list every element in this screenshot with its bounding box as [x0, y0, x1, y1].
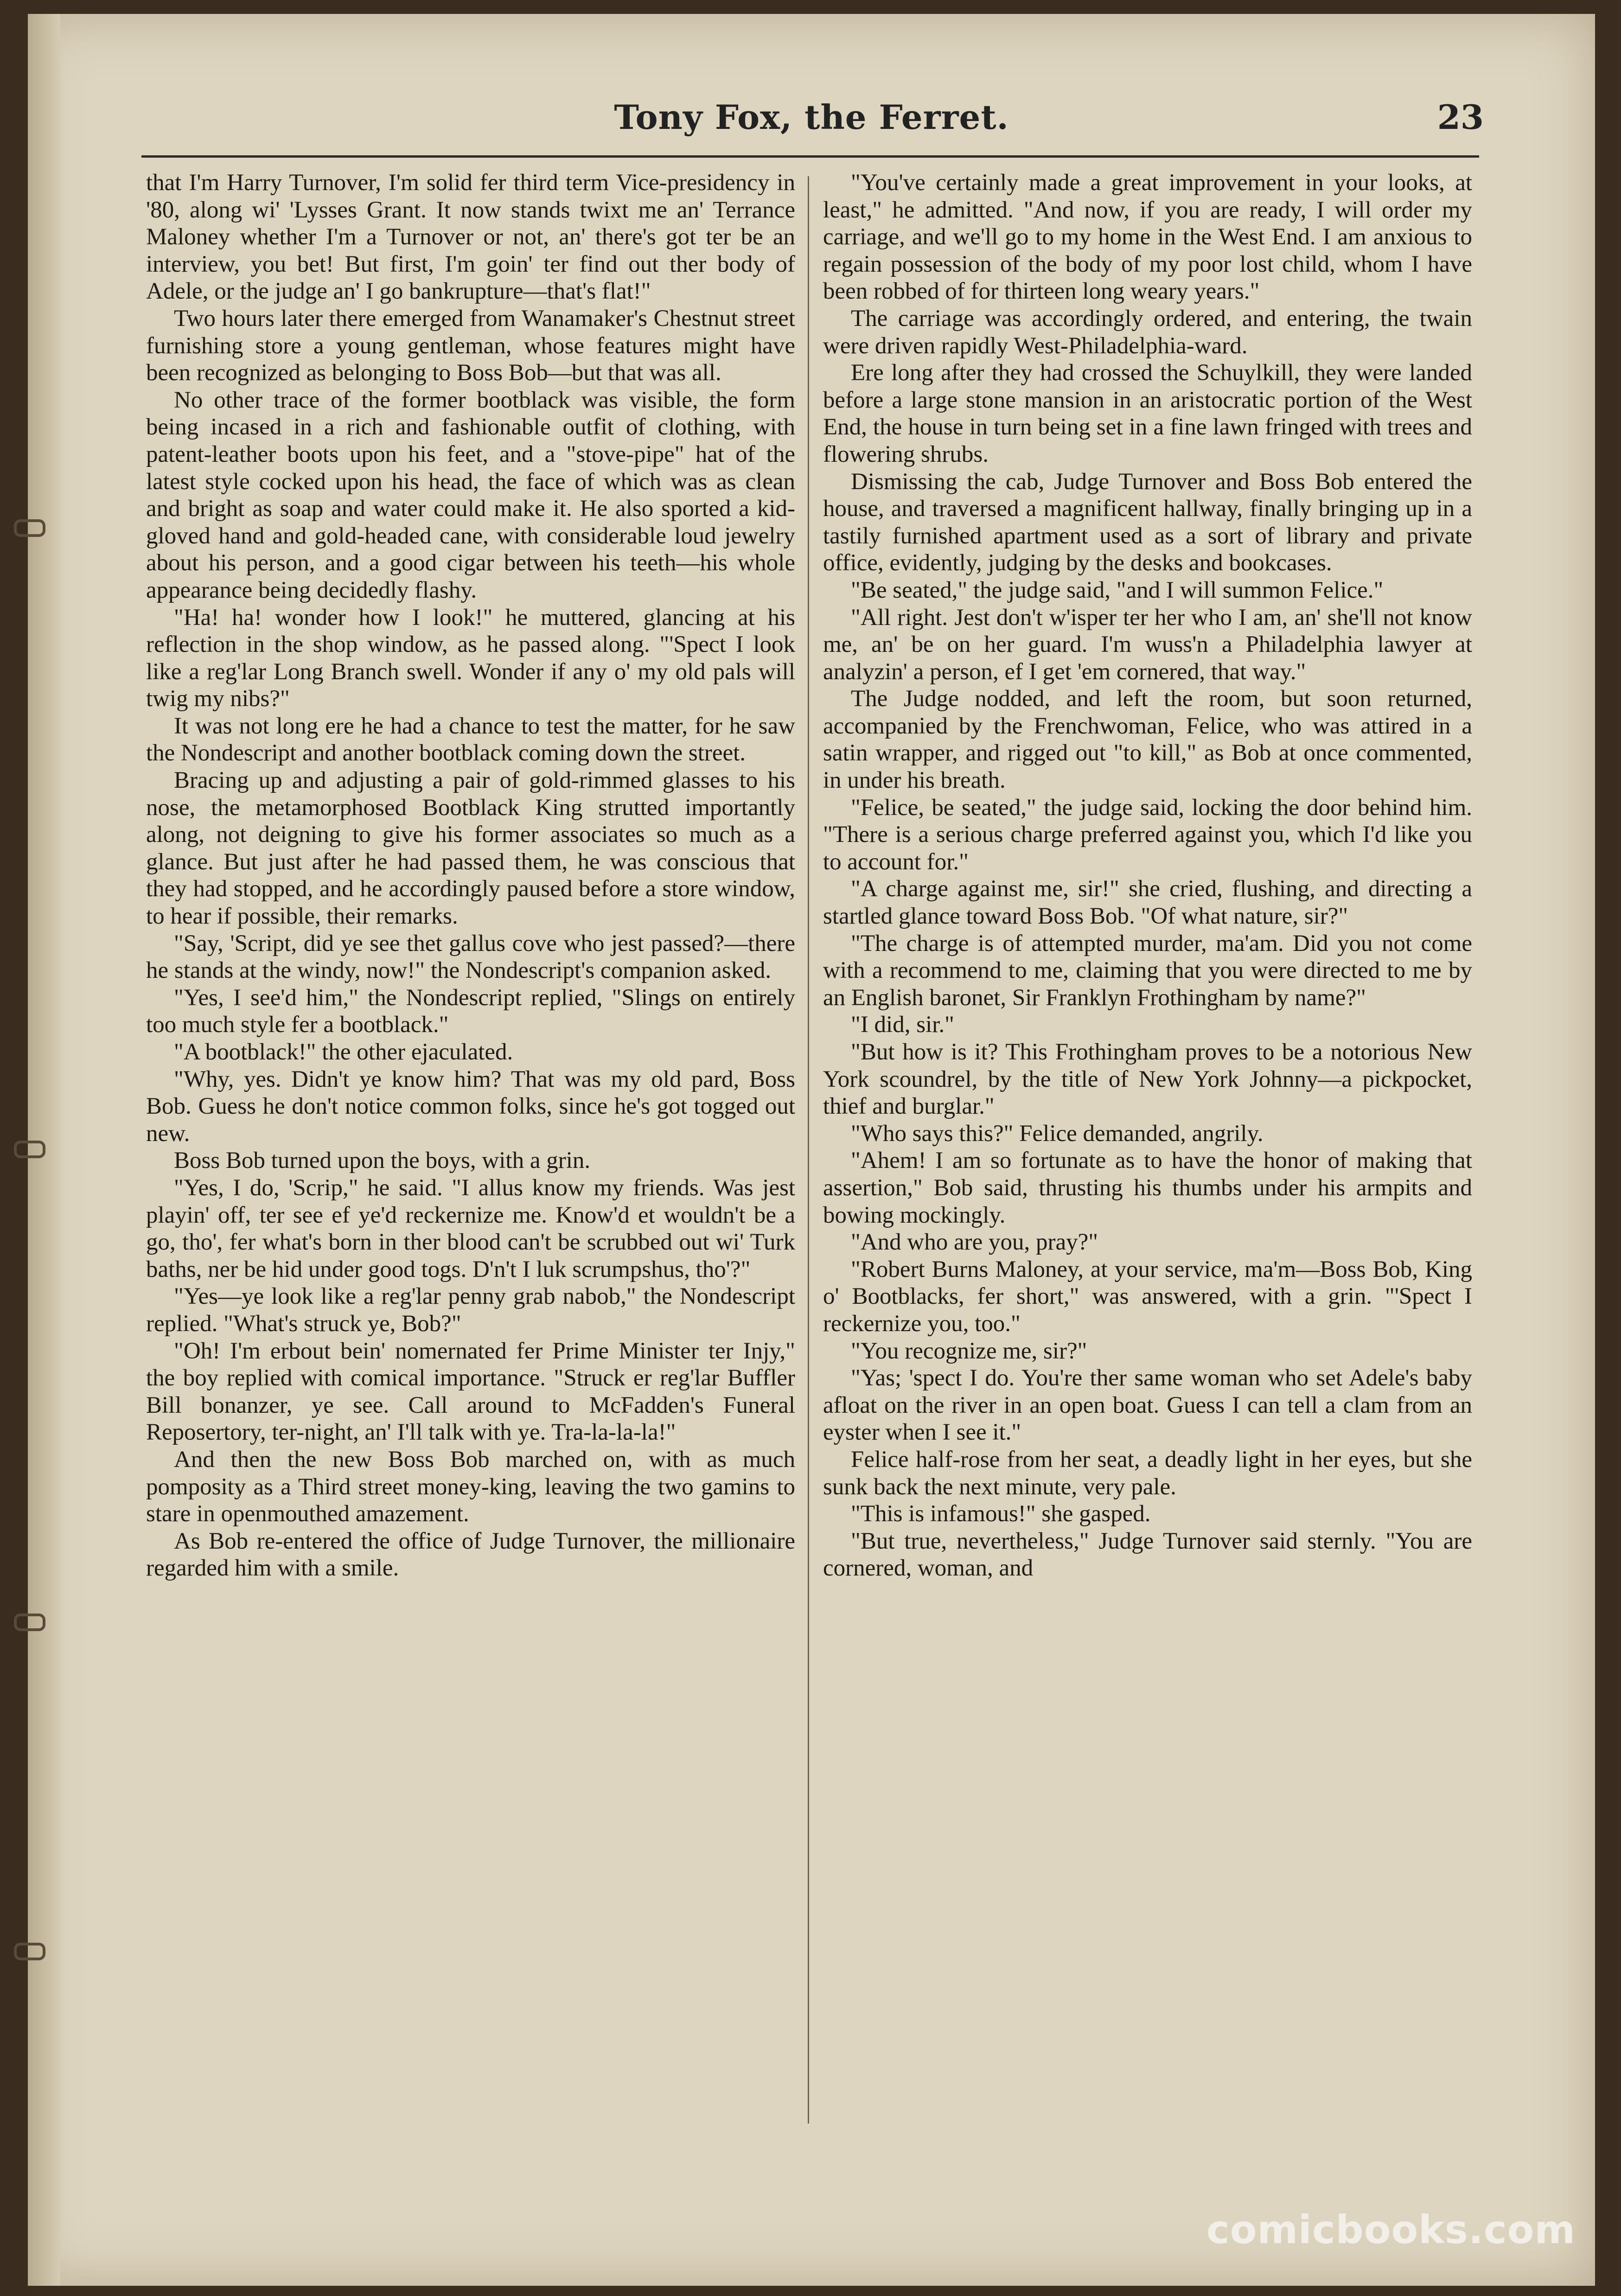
left-column: [146, 169, 795, 2130]
paragraph: "Oh! I'm erbout bein' nomernated fer Prime Minister ter Injy," the boy replied with comical importance. "Struck er reg'lar Buffler Bill bonanzer, ye see. Call around to McFadden's Funeral Reposertory, ter-night, an' I'll talk with ye. Tra-la-la-la!": [146, 1338, 795, 1446]
binding-stitch: [14, 1614, 45, 1631]
page-title: Tony Fox, the Ferret.: [614, 97, 1009, 137]
paragraph: Ere long after they had crossed the Schuylkill, they were landed before a large stone mansion in an aristocratic portion of the West End, the house in turn being set in a fine lawn fringed with trees and flowering shrubs.: [823, 360, 1472, 467]
paragraph: "The charge is of attempted murder, ma'am. Did you not come with a recommend to me, claiming that you were directed to me by an English baronet, Sir Franklyn Frothingham by name?": [823, 930, 1472, 1011]
paragraph: "Robert Burns Maloney, at your service, ma'm—Boss Bob, King o' Bootblacks, fer short," was answered, with a grin. "'Spect I reckernize you, too.": [823, 1256, 1472, 1337]
paragraph: No other trace of the former bootblack was visible, the form being incased in a rich and fashionable outfit of clothing, with patent-leather boots upon his feet, and a "stove-pipe" hat of the latest style cocked upon his head, the face of which was as clean and bright as soap and water could make it. He also sported a kid-gloved hand and gold-headed cane, with considerable loud jewelry about his person, and a good cigar between his teeth—his whole appearance being decidedly flashy.: [146, 387, 795, 603]
page-number: 23: [1437, 97, 1484, 137]
right-column: [823, 169, 1472, 2130]
paragraph: "But how is it? This Frothingham proves to be a notorious New York scoundrel, by the title of New York Johnny—a pickpocket, thief and burglar.": [823, 1039, 1472, 1120]
paragraph: The Judge nodded, and left the room, but soon returned, accompanied by the Frenchwoman, Felice, who was attired in a satin wrapper, and rigged out "to kill," as Bob at once commented, in under his breath.: [823, 686, 1472, 794]
paragraph: "Ha! ha! wonder how I look!" he muttered, glancing at his reflection in the shop window, as he passed along. "'Spect I look like a reg'lar Long Branch swell. Wonder if any o' my old pals will twig my nibs?": [146, 604, 795, 712]
paragraph: "Felice, be seated," the judge said, locking the door behind him. "There is a serious charge preferred against you, which I'd like you to account for.": [823, 794, 1472, 875]
paragraph: The carriage was accordingly ordered, and entering, the twain were driven rapidly West-Philadelphia-ward.: [823, 305, 1472, 359]
paragraph: "All right. Jest don't w'isper ter her who I am, an' she'll not know me, an' be on her guard. I'm wuss'n a Philadelphia lawyer at analyzin' a person, ef I get 'em cornered, that way.": [823, 604, 1472, 685]
paragraph: "Why, yes. Didn't ye know him? That was my old pard, Boss Bob. Guess he don't notice common folks, since he's got togged out new.: [146, 1066, 795, 1147]
paragraph: "Ahem! I am so fortunate as to have the honor of making that assertion," Bob said, thrusting his thumbs under his armpits and bowing mockingly.: [823, 1148, 1472, 1228]
paragraph: "Who says this?" Felice demanded, angrily.: [851, 1120, 1264, 1147]
paragraph: Bracing up and adjusting a pair of gold-rimmed glasses to his nose, the metamorphosed Bootblack King strutted importantly along, not deigning to give his former associates so much as a glance. But just after he had passed them, he was conscious that they had stopped, and he accordingly paused before a store window, to hear if possible, their remarks.: [146, 767, 795, 930]
paragraph: Two hours later there emerged from Wanamaker's Chestnut street furnishing store a young gentleman, whose features might have been recognized as belonging to Boss Bob—but that was all.: [146, 305, 795, 386]
paragraph: "A charge against me, sir!" she cried, flushing, and directing a startled glance toward Boss Bob. "Of what nature, sir?": [823, 876, 1472, 930]
paragraph: "You recognize me, sir?": [851, 1338, 1087, 1364]
header-rule: [141, 155, 1479, 158]
running-head: [139, 88, 1484, 158]
paragraph: "I did, sir.": [851, 1012, 954, 1038]
binding-stitch: [14, 519, 45, 537]
column-divider: [808, 176, 809, 2124]
paragraph: Boss Bob turned upon the boys, with a grin.: [174, 1148, 591, 1174]
paragraph: "Yes, I do, 'Scrip," he said. "I allus know my friends. Was jest playin' off, ter see ef ye'd reckernize me. Know'd et wouldn't be a go, tho', fer what's born in ther blood can't be scrubbed out wi' Turk baths, ner be hid under good togs. D'n't I luk scrumpshus, tho'?": [146, 1174, 795, 1282]
paragraph: "This is infamous!" she gasped.: [851, 1501, 1151, 1527]
paragraph: that I'm Harry Turnover, I'm solid fer third term Vice-presidency in '80, along wi' 'Lysses Grant. It now stands twixt me an' Terrance Maloney whether I'm a Turnover or not, an' there's got ter be an interview, you bet! But first, I'm goin' ter find out ther body of Adele, or the judge an' I go bankrupture—that's flat!": [146, 170, 795, 305]
watermark: comicbooks.com: [1206, 2207, 1576, 2252]
paragraph: "Yas; 'spect I do. You're ther same woman who set Adele's baby afloat on the river in an open boat. Guess I can tell a clam from an eyster when I see it.": [823, 1365, 1472, 1446]
paragraph: "But true, nevertheless," Judge Turnover said sternly. "You are cornered, woman, and: [823, 1528, 1472, 1582]
paragraph: It was not long ere he had a chance to test the matter, for he saw the Nondescript and another bootblack coming down the street.: [146, 713, 795, 766]
paragraph: "Yes—ye look like a reg'lar penny grab nabob," the Nondescript replied. "What's struck ye, Bob?": [146, 1283, 795, 1337]
paragraph: As Bob re-entered the office of Judge Turnover, the millionaire regarded him with a smile.: [146, 1528, 795, 1582]
paragraph: "Be seated," the judge said, "and I will summon Felice.": [851, 577, 1384, 603]
paragraph: Dismissing the cab, Judge Turnover and Boss Bob entered the house, and traversed a magnificent hallway, finally bringing up in a tastily furnished apartment used as a sort of library and private office, evidently, judging by the desks and bookcases.: [823, 468, 1472, 576]
paragraph: Felice half-rose from her seat, a deadly light in her eyes, but she sunk back the next minute, very pale.: [823, 1446, 1472, 1500]
paragraph: "And who are you, pray?": [851, 1229, 1098, 1256]
binding-stitch: [14, 1943, 45, 1960]
paragraph: "Say, 'Script, did ye see thet gallus cove who jest passed?—there he stands at the windy, now!" the Nondescript's companion asked.: [146, 930, 795, 984]
binding-stitch: [14, 1141, 45, 1158]
paragraph: "A bootblack!" the other ejaculated.: [174, 1039, 513, 1065]
paragraph: "Yes, I see'd him," the Nondescript replied, "Slings on entirely too much style fer a bootblack.": [146, 984, 795, 1038]
paragraph: And then the new Boss Bob marched on, with as much pomposity as a Third street money-king, leaving the two gamins to stare in openmouthed amazement.: [146, 1446, 795, 1527]
paragraph: "You've certainly made a great improvement in your looks, at least," he admitted. "And now, if you are ready, I will order my carriage, and we'll go to my home in the West End. I am anxious to regain possession of the body of my poor lost child, whom I have been robbed of for thirteen long weary years.": [823, 170, 1472, 305]
